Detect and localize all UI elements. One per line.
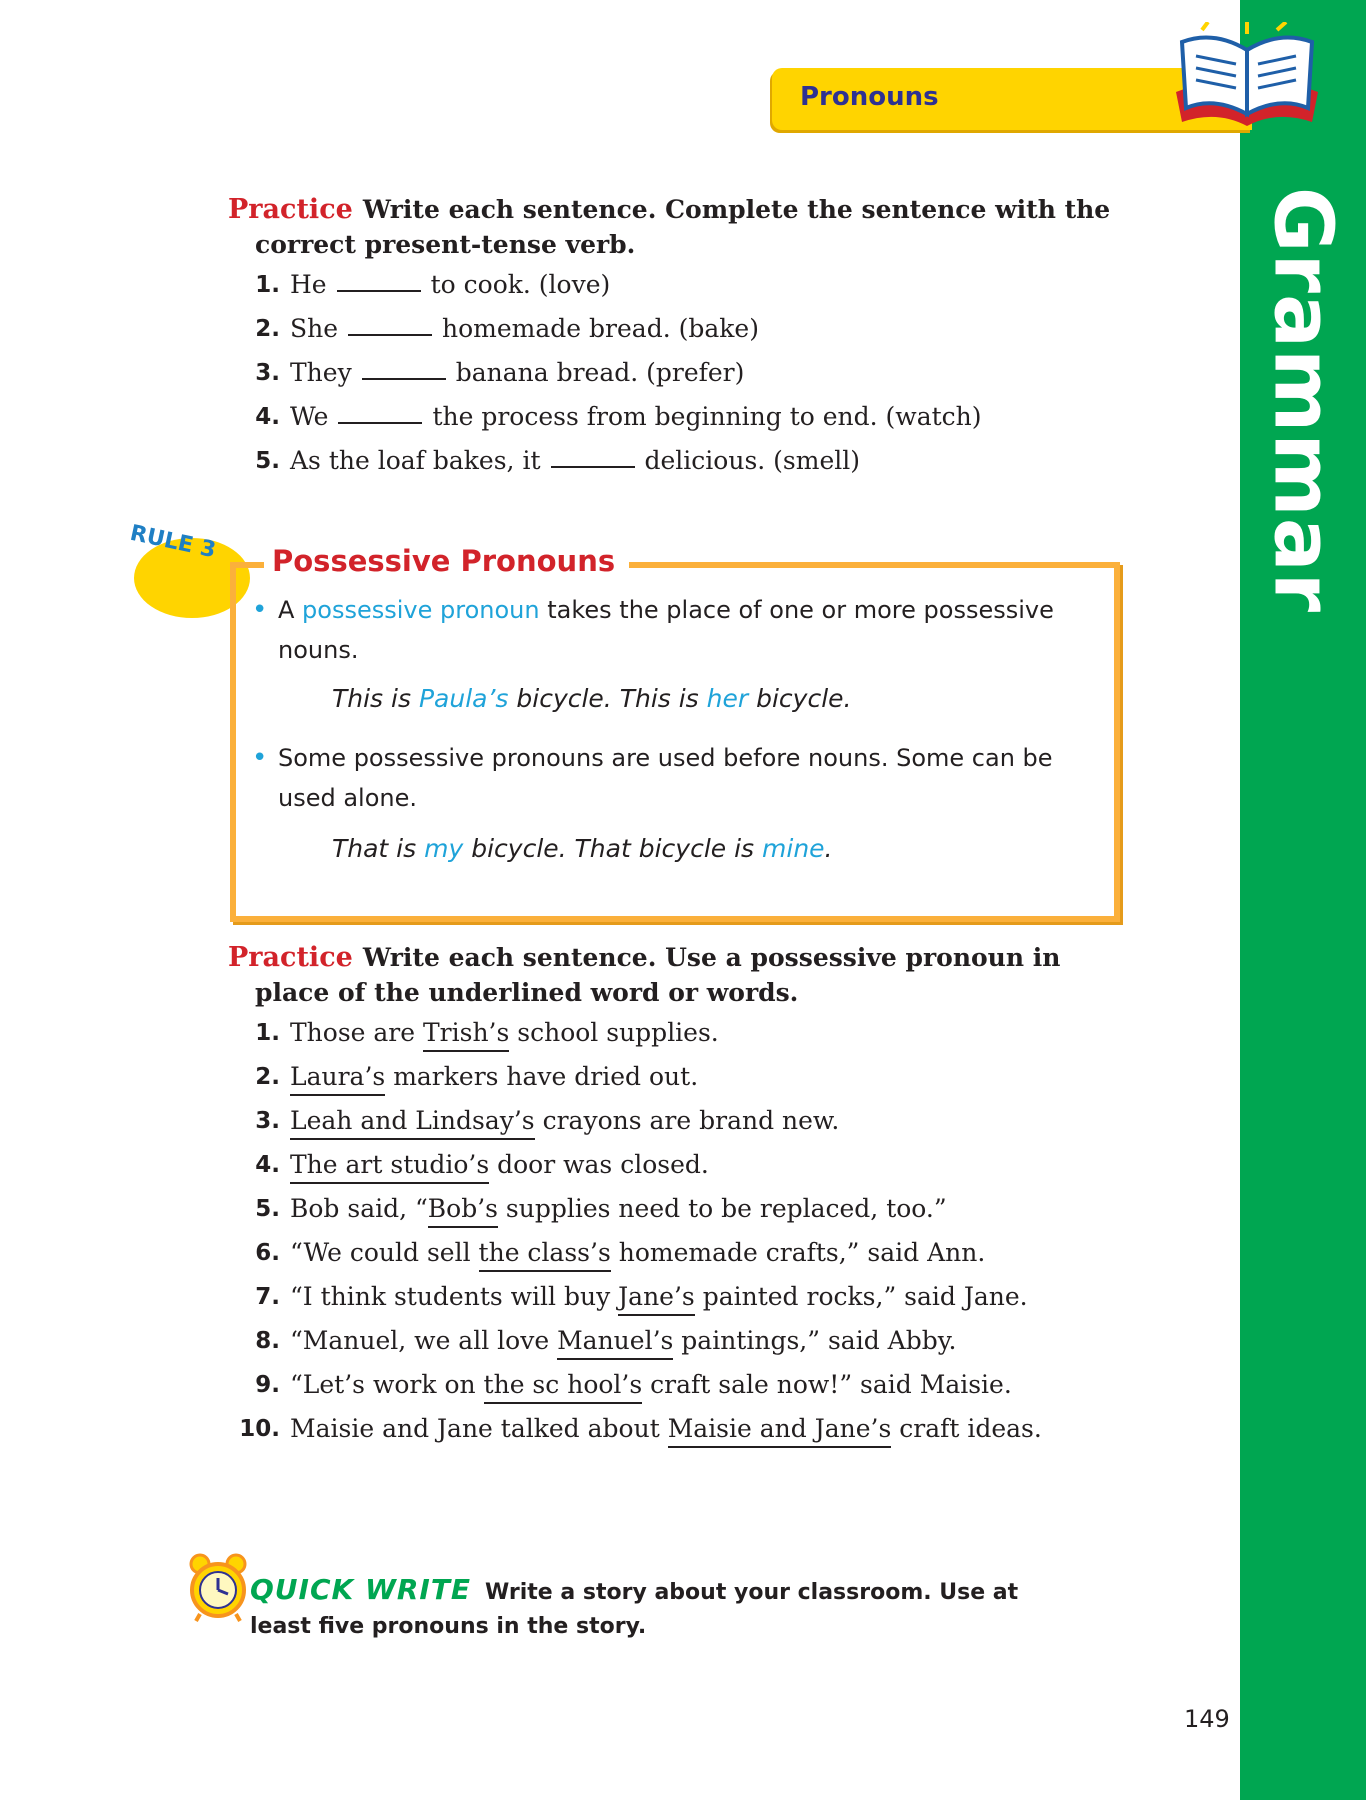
practice-2-instruction: Practice Write each sentence. Use a possessive pronoun in place of the underlined word or words. — [228, 942, 1061, 1007]
list-item: 2. She homemade bread. (bake) — [255, 314, 759, 343]
practice-label: Practice — [228, 194, 353, 225]
practice-1-list — [228, 270, 1128, 490]
quick-write-title: QUICK WRITE — [250, 1573, 472, 1606]
rule-number: RULE 3 — [127, 520, 218, 564]
practice-2-list — [228, 1018, 1128, 1458]
page-number: 149 — [1184, 1705, 1230, 1733]
practice-label: Practice — [228, 942, 353, 973]
list-item: 5. Bob said, “Bob’s supplies need to be replaced, too.” — [228, 1194, 1128, 1238]
section-title-vertical: Grammar — [1256, 186, 1350, 614]
bullet-icon: • — [252, 595, 268, 625]
practice-1 — [228, 192, 1128, 490]
list-item: 4. The art studio’s door was closed. — [228, 1150, 1128, 1194]
answer-blank — [337, 276, 421, 292]
practice-2 — [228, 940, 1128, 1458]
alarm-clock-icon — [186, 1552, 250, 1622]
list-item: 6. “We could sell the class’s homemade crafts,” said Ann. — [228, 1238, 1128, 1282]
key-term: possessive pronoun — [302, 596, 540, 624]
rule-box — [230, 544, 1120, 922]
list-item: 1. He to cook. (love) — [255, 270, 611, 299]
quick-write-text: Write a story about your classroom. Use at least five pronouns in the story. — [250, 1580, 1019, 1639]
list-item: 3. Leah and Lindsay’s crayons are brand new. — [228, 1106, 1128, 1150]
list-item: 3. They banana bread. (prefer) — [255, 358, 745, 387]
list-item: 4. We the process from beginning to end. (watch) — [255, 402, 982, 431]
list-item: 8. “Manuel, we all love Manuel’s paintings,” said Abby. — [228, 1326, 1128, 1370]
rule-bullet-2: • Some possessive pronouns are used before nouns. Some can be used alone. — [278, 738, 1058, 818]
answer-blank — [348, 320, 432, 336]
rule-example-2: That is my bicycle. That bicycle is mine. — [332, 834, 833, 863]
list-item: 5. As the loaf bakes, it delicious. (smell) — [255, 446, 860, 475]
bullet-icon: • — [252, 743, 268, 773]
topic-title: Pronouns — [800, 82, 939, 112]
list-item: 1. Those are Trish’s school supplies. — [228, 1018, 1128, 1062]
list-item: 10. Maisie and Jane talked about Maisie and Jane’s craft ideas. — [228, 1414, 1128, 1458]
rule-title: Possessive Pronouns — [272, 544, 616, 578]
answer-blank — [338, 408, 422, 424]
list-item: 9. “Let’s work on the sc hool’s craft sale now!” said Maisie. — [228, 1370, 1128, 1414]
open-book-icon — [1172, 22, 1322, 127]
rule-example-1: This is Paula’s bicycle. This is her bicycle. — [332, 684, 852, 713]
list-item: 7. “I think students will buy Jane’s painted rocks,” said Jane. — [228, 1282, 1128, 1326]
rule-bullet-1: • A possessive pronoun takes the place of one or more possessive nouns. — [278, 590, 1058, 670]
answer-blank — [551, 452, 635, 468]
answer-blank — [362, 364, 446, 380]
practice-1-instruction: Practice Write each sentence. Complete the sentence with the correct present-tense verb. — [228, 194, 1111, 259]
list-item: 2. Laura’s markers have dried out. — [228, 1062, 1128, 1106]
